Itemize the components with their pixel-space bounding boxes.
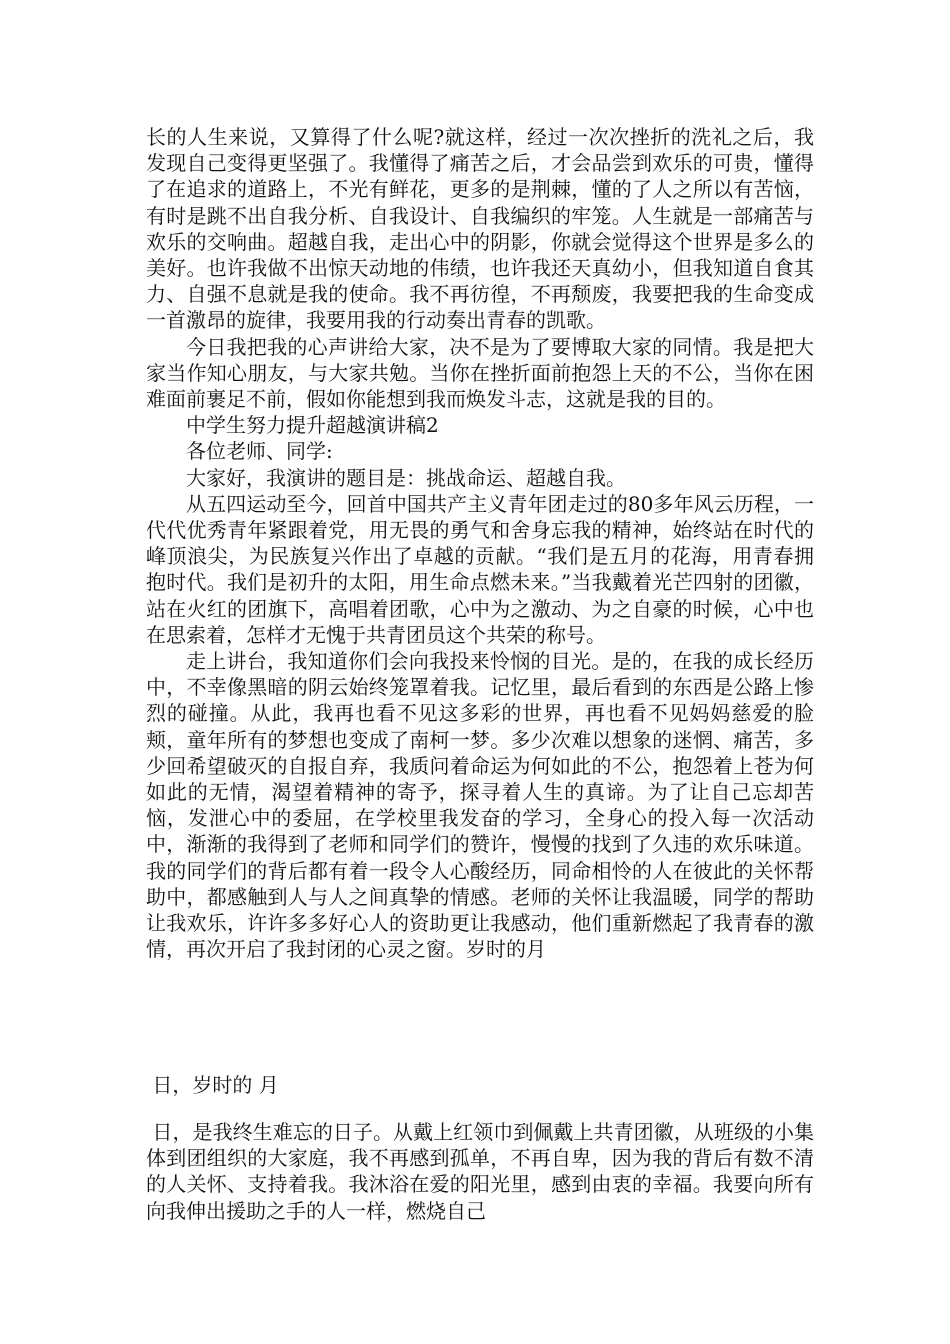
date-line: 日，岁时的 月 <box>146 1073 279 1097</box>
paragraph-tail: 日，是我终生难忘的日子。从戴上红领巾到佩戴上共青团徽，从班级的小集体到团组织的大家庭，我不再感到孤单，不再自卑，因为我的背后有数不清的人关怀、支持着我。我沐浴在爱的阳光里，感到由衷的幸福。我要向所有向我伸出援助之手的人一样，燃烧自己 <box>146 1120 815 1223</box>
paragraph-closing: 今日我把我的心声讲给大家，决不是为了要博取大家的同情。我是把大家当作知心朋友，与大家共勉。当你在挫折面前抱怨上天的不公，当你在困难面前裹足不前，假如你能想到我而焕发斗志，这就是我的目的。 <box>146 334 814 412</box>
paragraph-continuation: 长的人生来说，又算得了什么呢?就这样，经过一次次挫折的洗礼之后，我发现自己变得更坚强了。我懂得了痛苦之后，才会品尝到欢乐的可贵，懂得了在追求的道路上，不光有鲜花，更多的是荆棘，懂的了人之所以有苦恼，有时是跳不出自我分析、自我设计、自我编织的牢笼。人生就是一部痛苦与欢乐的交响曲。超越自我，走出心中的阴影，你就会觉得这个世界是多么的美好。也许我做不出惊天动地的伟绩，也许我还天真幼小，但我知道自食其力、自强不息就是我的使命。我不再彷徨，不再颓废，我要把我的生命变成一首激昂的旋律，我要用我的行动奏出青春的凯歌。 <box>146 125 814 333</box>
speech-title: 中学生努力提升超越演讲稿2 <box>186 413 439 438</box>
paragraph-history: 从五四运动至今，回首中国共产主义青年团走过的80多年风云历程，一代代优秀青年紧跟着党，用无畏的勇气和舍身忘我的精神，始终站在时代的峰顶浪尖，为民族复兴作出了卓越的贡献。“我们是五月的花海，用青春拥抱时代。我们是初升的太阳，用生命点燃未来。”当我戴着光芒四射的团徽，站在火红的团旗下，高唱着团歌，心中为之激动、为之自豪的时候，心中也在思索着，怎样才无愧于共青团员这个共荣的称号。 <box>146 491 814 647</box>
date-line-block <box>146 1072 814 1098</box>
main-text-block <box>146 124 814 963</box>
salutation: 各位老师、同学: <box>186 439 333 464</box>
greeting-line: 大家好，我演讲的题目是：挑战命运、超越自我。 <box>186 465 626 490</box>
paragraph-story: 走上讲台，我知道你们会向我投来怜悯的目光。是的，在我的成长经历中，不幸像黑暗的阴云始终笼罩着我。记忆里，最后看到的东西是公路上惨烈的碰撞。从此，我再也看不见这多彩的世界，再也看不见妈妈慈爱的脸颊，童年所有的梦想也变成了南柯一梦。多少次难以想象的迷惘、痛苦，多少回希望破灭的自报自弃，我质问着命运为何如此的不公，抱怨着上苍为何如此的无情，渴望着精神的寄予，探寻着人生的真谛。为了让自己忘却苦恼，发泄心中的委屈，在学校里我发奋的学习，全身心的投入每一次活动中，渐渐的我得到了老师和同学们的赞许，慢慢的找到了久违的欢乐味道。我的同学们的背后都有着一段令人心酸经历，同命相怜的人在彼此的关怀帮助中，都感触到人与人之间真挚的情感。老师的关怀让我温暖，同学的帮助让我欢乐，许许多多好心人的资助更让我感动，他们重新燃起了我青春的激情，再次开启了我封闭的心灵之窗。岁时的月 <box>146 649 814 962</box>
tail-text-block <box>146 1119 814 1224</box>
